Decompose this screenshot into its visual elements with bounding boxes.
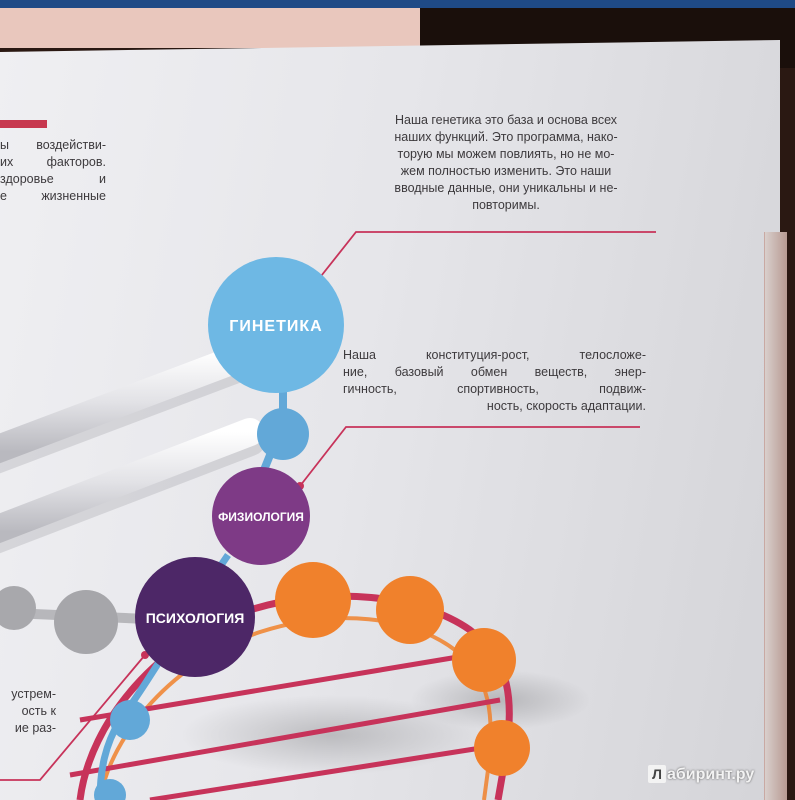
blue-small-node (257, 408, 309, 460)
text-line: жем полностью изменить. Это наши (400, 164, 612, 178)
text-line: вводные данные, они уникальны и не- (394, 181, 618, 195)
orange-node (452, 628, 516, 692)
text-line: ие раз- (14, 721, 56, 735)
text-line: Наша генетика это база и основа всех (394, 113, 618, 127)
genetics-node (208, 257, 344, 393)
psychology-node (135, 557, 255, 677)
text-line: ость к (21, 704, 56, 718)
text-line: ность, скорость адаптации. (486, 399, 646, 413)
text-line: их факторов. (0, 155, 106, 169)
orange-node (474, 720, 530, 776)
text-line: торую мы можем повлиять, но не мо- (397, 147, 615, 161)
text-line: наших функций. Это программа, нако- (394, 130, 618, 144)
watermark (648, 765, 754, 784)
psychology-label: ПСИХОЛОГИЯ (145, 610, 245, 626)
blue-small-node (110, 700, 150, 740)
text-line: Наша конституция-рост, телосложе- (343, 348, 646, 362)
watermark-text: абиринт.ру (667, 766, 755, 783)
genetics-label: ГИНЕТИКА (229, 318, 323, 335)
grey-node (54, 590, 118, 654)
orange-node (275, 562, 351, 638)
text-line: ние, базовый обмен веществ, энер- (343, 365, 646, 379)
text-line: повторимы. (472, 198, 540, 212)
text-line: здоровье и (0, 172, 106, 186)
physiology-label: ФИЗИОЛОГИЯ (218, 510, 304, 524)
watermark-badge: Л (648, 765, 666, 783)
text-line: гичность, спортивность, подвиж- (343, 382, 646, 396)
text-line: е жизненные (0, 189, 106, 203)
orange-node (376, 576, 444, 644)
physiology-node (212, 467, 310, 565)
text-line: ы воздействи- (0, 138, 106, 152)
grey-node (0, 586, 36, 630)
text-line: устрем- (11, 687, 56, 701)
